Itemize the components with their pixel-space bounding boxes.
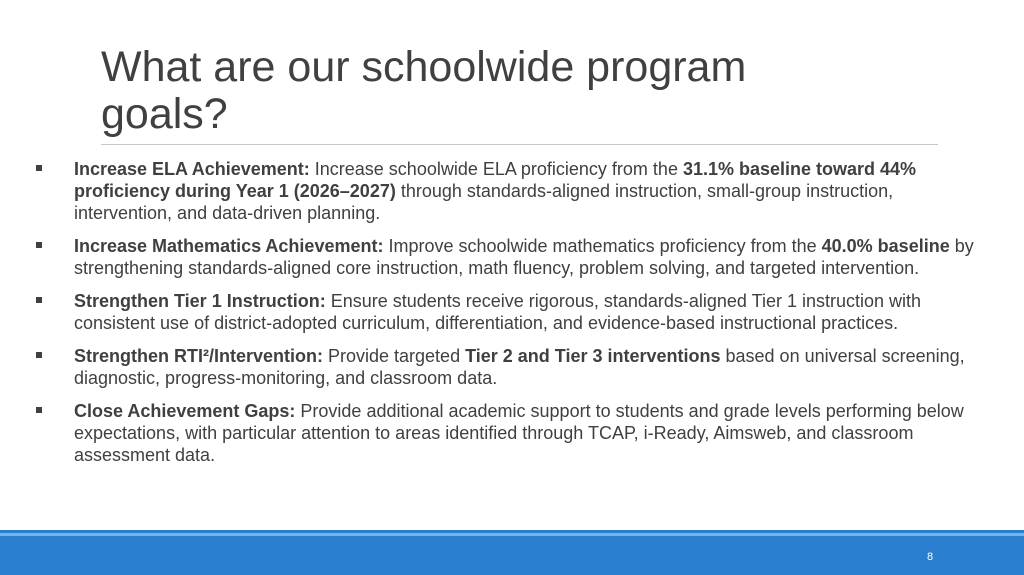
goal-item: [36, 400, 996, 466]
goal-text: by strengthening standards-aligned core instruction, math fluency, problem solving, and targeted intervention.: [74, 236, 974, 278]
goal-text: Provide targeted: [323, 346, 466, 366]
goals-list: [36, 158, 996, 477]
goal-text: Ensure students receive rigorous, standards-aligned Tier 1 instruction with consistent use of district-adopted curriculum, differentiation, and evidence-based instructional practices.: [74, 291, 922, 333]
goal-emphasis: Tier 2 and Tier 3 interventions: [465, 346, 721, 366]
title-divider: [101, 144, 938, 145]
goal-item: [36, 235, 996, 279]
goal-item: [36, 158, 996, 224]
goal-heading: Strengthen RTI²/Intervention:: [74, 346, 323, 366]
square-bullet-icon: [36, 297, 42, 303]
goal-heading: Strengthen Tier 1 Instruction:: [74, 291, 326, 311]
square-bullet-icon: [36, 352, 42, 358]
goal-text: through standards-aligned instruction, small-group instruction, intervention, and data-driven planning.: [74, 181, 894, 223]
slide-title: What are our schoolwide program goals?: [101, 43, 747, 138]
footer-band: [0, 530, 1024, 575]
goal-heading: Close Achievement Gaps:: [74, 401, 296, 421]
goal-heading: Increase Mathematics Achievement:: [74, 236, 384, 256]
goal-text: Increase schoolwide ELA proficiency from the: [309, 159, 683, 179]
goal-emphasis: 40.0% baseline: [821, 236, 950, 256]
goal-text: based on universal screening, diagnostic, progress-monitoring, and classroom data.: [74, 346, 965, 388]
goal-text: Provide additional academic support to students and grade levels performing below expectations, with particular attention to areas identified through TCAP, i-Ready, Aimsweb, and classroom assessment data.: [74, 401, 964, 465]
goal-item: [36, 290, 996, 334]
goal-heading: Increase ELA Achievement:: [74, 159, 310, 179]
square-bullet-icon: [36, 242, 42, 248]
goal-text: Improve schoolwide mathematics proficiency from the: [383, 236, 822, 256]
square-bullet-icon: [36, 165, 42, 171]
page-number: 8: [926, 551, 934, 563]
footer-highlight-stripe: [0, 533, 1024, 536]
goal-item: [36, 345, 996, 389]
goal-emphasis: 31.1% baseline toward 44% proficiency during Year 1 (2026–2027): [74, 159, 917, 201]
square-bullet-icon: [36, 407, 42, 413]
